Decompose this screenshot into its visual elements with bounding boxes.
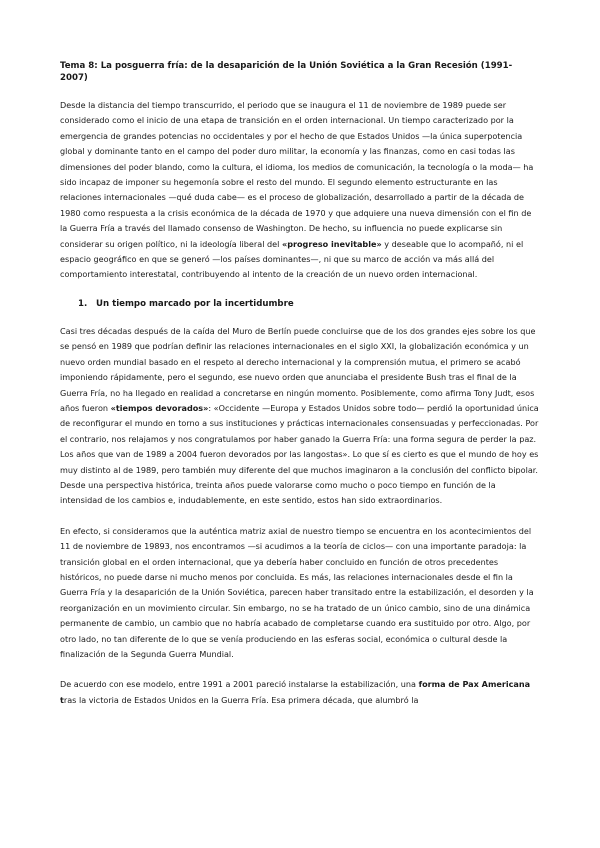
bold-phrase-progreso: «progreso inevitable» bbox=[281, 238, 382, 249]
paragraph-ciclos: En efecto, si consideramos que la auténtica matriz axial de nuestro tiempo se encuentra en los acontecimientos del 11 de noviembre de 19893, nos encontramos —si acudimos a la teoría de ciclos— con una importante paradoja: la transición global en el orden internacional, que ya debería haber concluido en función de otros precedentes históricos, no puede darse ni mucho menos por concluida. Es más, las relaciones internacionales desde el fin la Guerra Fría y la desaparición de la Unión Soviética, parecen haber transitado entre la estabilización, el desorden y la reorganización en un movimiento circular. Sin embargo, no se ha tratado de un único cambio, sino de una dinámica permanente de cambio, un cambio que no habría acabado de completarse cuando era sustituido por otro. Algo, por otro lado, no tan diferente de lo que se venía produciendo en las esferas social, económica o cultural desde la finalización de la Segunda Guerra Mundial. bbox=[60, 525, 534, 659]
paragraph-pax-text: De acuerdo con ese modelo, entre 1991 a 2001 pareció instalarse la estabilización, una bbox=[60, 679, 419, 690]
bold-phrase-tiempos: «tiempos devorados» bbox=[110, 402, 209, 413]
paragraph-judt bbox=[60, 324, 540, 509]
paragraph-pax-americana bbox=[60, 677, 540, 708]
paragraph-pax-end: ras la victoria de Estados Unidos en la Guerra Fría. Esa primera década, que alumbró la bbox=[63, 694, 419, 705]
section-number: 1. bbox=[78, 298, 88, 309]
document-title: Tema 8: La posguerra fría: de la desaparición de la Unión Soviética a la Gran Recesión (1991-2007) bbox=[60, 61, 513, 83]
paragraph-intro-end: y deseable que lo acompañó, ni el espacio geográfico en que se generó —los países dominantes—, ni que su marco de acción va más allá del comportamiento interestatal, contribuyendo al intento de la creación de un nuevo orden internacional. bbox=[60, 238, 524, 280]
paragraph-intro-text: Desde la distancia del tiempo transcurrido, el periodo que se inaugura el 11 de noviembre de 1989 puede ser considerado como el inicio de una etapa de transición en el orden internacional. Un tiempo caracterizado por la emergencia de grandes potencias no occidentales y por el hecho de que Estados Unidos —la única superpotencia global y dominante tanto en el campo del poder duro militar, la economía y las finanzas, como en casi todas las dimensiones del poder blando, como la cultura, el idioma, los medios de comunicación, la tecnología o la moda— ha sido incapaz de imponer su hegemonía sobre el resto del mundo. El segundo elemento estructurante en las relaciones internacionales —qué duda cabe— es el proceso de globalización, desarrollado a partir de la década de 1980 como respuesta a la crisis económica de la década de 1970 y que adquiere una nueva dimensión con el fin de la Guerra Fría a través del llamado consenso de Washington. De hecho, su influencia no puede explicarse sin considerar su origen político, ni la ideología liberal del bbox=[60, 100, 534, 249]
paragraph-judt-text: Casi tres décadas después de la caída del Muro de Berlín puede concluirse que de los dos grandes ejes sobre los que se pensó en 1989 que podrían definir las relaciones internacionales en el siglo XXI, la globalización económica y un nuevo orden mundial basado en el respeto al derecho internacional y la comprensión mutua, el primero se acabó imponiendo rápidamente, pero el segundo, ese nuevo orden que anunciaba el presidente Bush tras el final de la Guerra Fría, no ha llegado en realidad a concretarse en ningún momento. Posiblemente, como afirma Tony Judt, esos años fueron bbox=[60, 325, 536, 413]
paragraph-judt-end: : «Occidente —Europa y Estados Unidos sobre todo— perdió la oportunidad única de reconfigurar el mundo en torno a sus instituciones y prácticas internacionales consensuadas y perfeccionadas. Por el contrario, nos relajamos y nos congratulamos por haber ganado la Guerra Fría: una forma segura de perder la paz. Los años que van de 1989 a 2004 fueron devorados por las langostas». Lo que sí es cierto es que el mundo de hoy es muy distinto al de 1989, pero también muy diferente del que muchos imaginaron a la conclusión del conflicto bipolar. Desde una perspectiva histórica, treinta años puede valorarse como mucho o poco tiempo en función de la intensidad de los cambios e, indudablemente, en este sentido, estos han sido extraordinarios. bbox=[60, 402, 539, 506]
section-title: Un tiempo marcado por la incertidumbre bbox=[96, 298, 294, 309]
section-heading bbox=[78, 298, 540, 310]
bold-phrase-pax: forma de Pax Americana t bbox=[60, 679, 531, 705]
paragraph-intro bbox=[60, 98, 540, 283]
